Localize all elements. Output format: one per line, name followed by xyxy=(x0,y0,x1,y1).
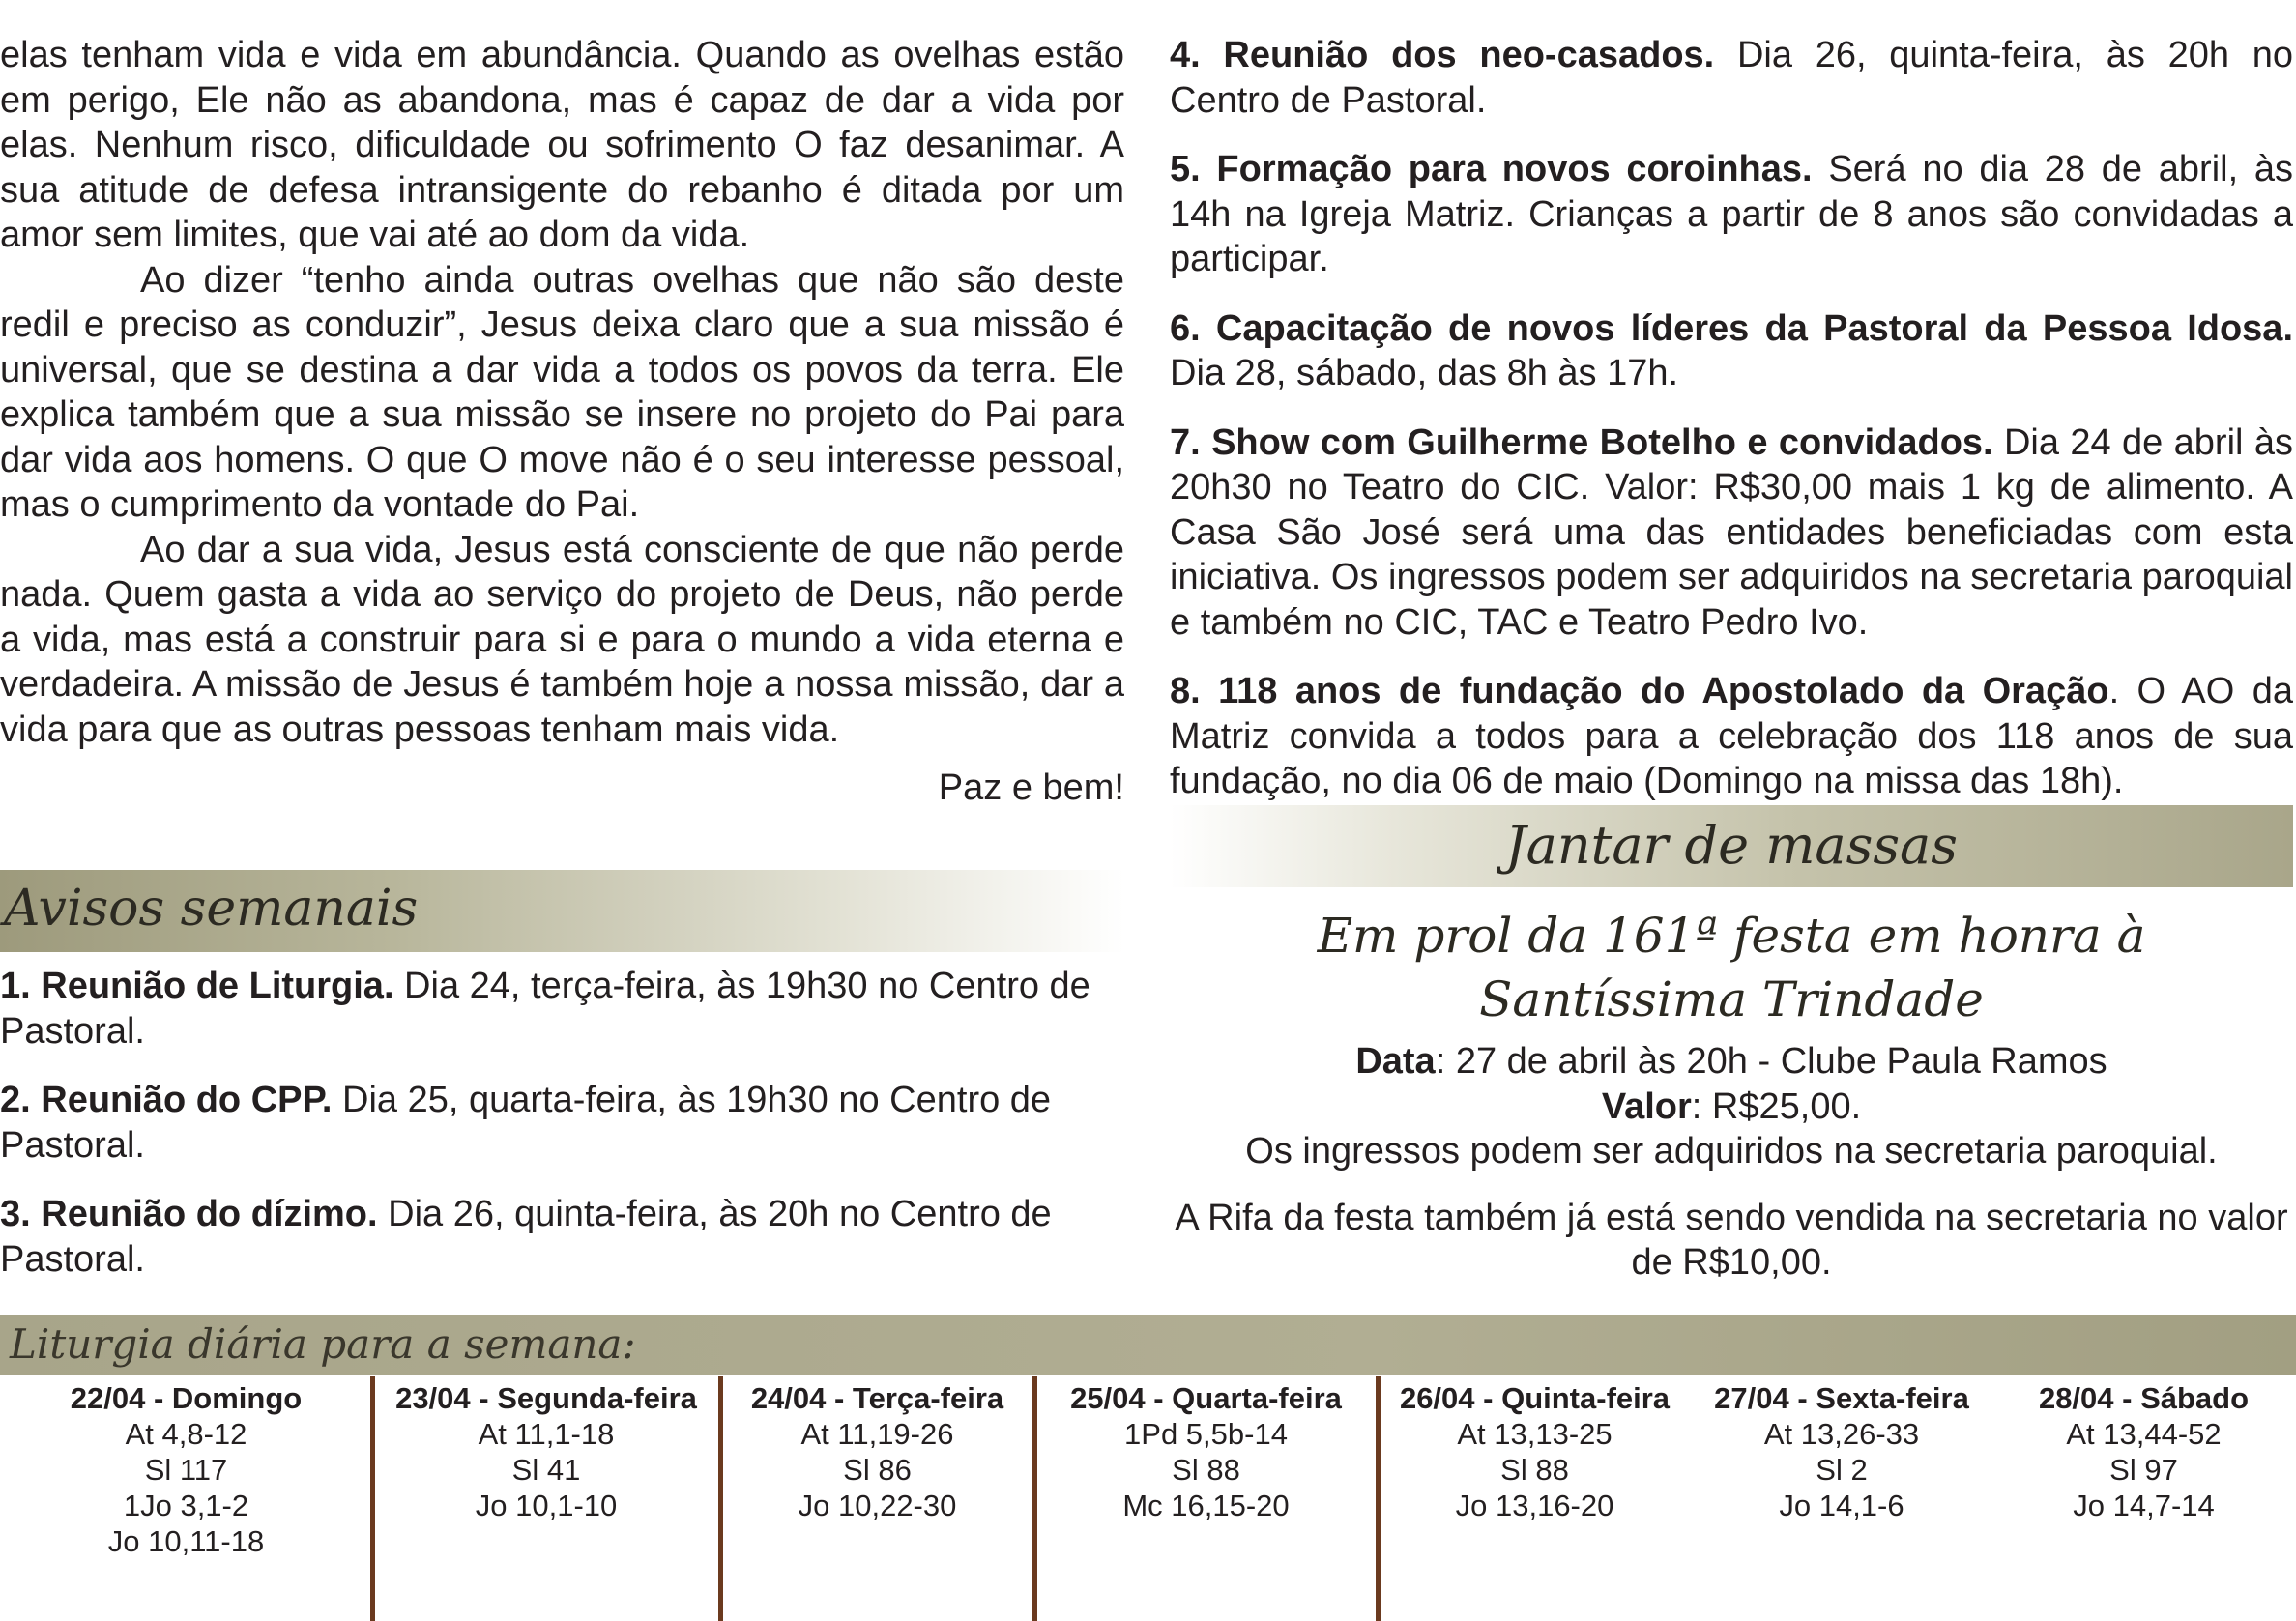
closing-greeting: Paz e bem! xyxy=(938,767,1124,808)
liturgia-day-thursday xyxy=(1378,1376,1692,1621)
day-header: 26/04 - Quinta-feira xyxy=(1399,1381,1671,1415)
reading: Jo 10,22-30 xyxy=(798,1489,957,1522)
liturgia-banner xyxy=(0,1315,2296,1375)
column-divider xyxy=(1376,1376,1381,1621)
reading: At 11,1-18 xyxy=(478,1417,615,1451)
day-header: 23/04 - Segunda-feira xyxy=(395,1381,697,1415)
aviso-item: 5. Formação para novos coroinhas. Será no dia 28 de abril, às 14h na Igreja Matriz. Crianças a partir de 8 anos são convidadas a participar. xyxy=(1170,149,2294,279)
reading: Sl 88 xyxy=(1500,1453,1569,1487)
aviso-item: 2. Reunião do CPP. Dia 25, quarta-feira, às 19h30 no Centro de Pastoral. xyxy=(0,1080,1052,1166)
reading: At 4,8-12 xyxy=(125,1417,247,1451)
reading: At 11,19-26 xyxy=(800,1417,954,1451)
jantar-date: Data: 27 de abril às 20h - Clube Paula Ramos xyxy=(1355,1041,2107,1082)
reading: Sl 88 xyxy=(1172,1453,1240,1487)
reading: Sl 41 xyxy=(511,1453,581,1487)
reading: Jo 13,16-20 xyxy=(1455,1489,1614,1522)
day-header: 22/04 - Domingo xyxy=(70,1381,303,1415)
liturgia-days xyxy=(0,1376,2296,1621)
liturgia-day-friday xyxy=(1692,1376,1991,1621)
jantar-subtitle xyxy=(1170,904,2293,1031)
reading: Jo 14,1-6 xyxy=(1779,1489,1904,1522)
reading: At 13,26-33 xyxy=(1763,1417,1920,1451)
reading: Sl 2 xyxy=(1816,1453,1868,1487)
reading: 1Jo 3,1-2 xyxy=(123,1489,249,1522)
reading: Mc 16,15-20 xyxy=(1122,1489,1290,1522)
liturgia-day-sunday xyxy=(0,1376,372,1621)
jantar-banner xyxy=(1170,805,2293,887)
reading: Jo 10,11-18 xyxy=(107,1524,265,1558)
reflection-column xyxy=(0,0,1124,811)
day-header: 25/04 - Quarta-feira xyxy=(1070,1381,1342,1415)
jantar-title: Jantar de massas xyxy=(1505,815,1958,876)
liturgia-day-tuesday xyxy=(720,1376,1034,1621)
jantar-details xyxy=(1170,1039,2293,1286)
reading: Sl 117 xyxy=(144,1453,228,1487)
liturgia-day-saturday xyxy=(1991,1376,2296,1621)
reflection-paragraph-2: Ao dizer “tenho ainda outras ovelhas que não são deste redil e preciso as conduzir”, Jesus deixa claro que a sua missão é universal, que se destina a dar vida a todos os povos da terra. Ele explica também que a sua missão se insere no projeto do Pai para dar vida aos homens. O que O move não é o seu interesse pessoal, mas o cumprimento da vontade do Pai. xyxy=(0,259,1124,525)
avisos-banner xyxy=(0,870,1124,952)
avisos-list-left xyxy=(0,964,1124,1306)
reading: At 13,44-52 xyxy=(2066,1417,2222,1451)
avisos-title: Avisos semanais xyxy=(4,880,419,938)
day-header: 24/04 - Terça-feira xyxy=(750,1381,1004,1415)
aviso-item: 6. Capacitação de novos líderes da Pastoral da Pessoa Idosa. Dia 28, sábado, das 8h às 17h. xyxy=(1170,307,2293,393)
day-header: 28/04 - Sábado xyxy=(2038,1381,2250,1415)
reading: Sl 86 xyxy=(843,1453,912,1487)
column-divider xyxy=(370,1376,375,1621)
column-divider xyxy=(718,1376,723,1621)
aviso-item: 8. 118 anos de fundação do Apostolado da Oração. O AO da Matriz convida a todos para a celebração dos 118 anos de sua fundação, no dia 06 de maio (Domingo na missa das 18h). xyxy=(1170,671,2293,801)
jantar-tickets: Os ingressos podem ser adquiridos na secretaria paroquial. xyxy=(1245,1131,2218,1172)
column-divider xyxy=(1032,1376,1037,1621)
aviso-item: 3. Reunião do dízimo. Dia 26, quinta-feira, às 20h no Centro de Pastoral. xyxy=(0,1194,1052,1280)
reading: Jo 14,7-14 xyxy=(2073,1489,2215,1522)
liturgia-day-wednesday xyxy=(1034,1376,1378,1621)
jantar-subtitle-line1: Em prol da 161ª festa em honra à xyxy=(1317,908,2146,964)
liturgia-day-monday xyxy=(372,1376,720,1621)
reading: Jo 10,1-10 xyxy=(475,1489,618,1522)
jantar-raffle: A Rifa da festa também já está sendo vendida na secretaria no valor de R$10,00. xyxy=(1175,1197,2288,1283)
aviso-item: 1. Reunião de Liturgia. Dia 24, terça-feira, às 19h30 no Centro de Pastoral. xyxy=(0,966,1090,1052)
jantar-price: Valor: R$25,00. xyxy=(1601,1085,1862,1127)
aviso-item: 7. Show com Guilherme Botelho e convidados. Dia 24 de abril às 20h30 no Teatro do CIC. Valor: R$30,00 mais 1 kg de alimento. A Casa São José será uma das entidades beneficiadas com esta iniciativa. Os ingressos podem ser adquiridos na secretaria paroquial e também no CIC, TAC e Teatro Pedro Ivo. xyxy=(1170,421,2293,643)
reading: Sl 97 xyxy=(2109,1453,2178,1487)
reading: At 13,13-25 xyxy=(1457,1417,1613,1451)
reading: 1Pd 5,5b-14 xyxy=(1124,1417,1288,1451)
aviso-item: 4. Reunião dos neo-casados. Dia 26, quinta-feira, às 20h no Centro de Pastoral. xyxy=(1170,35,2293,121)
avisos-list-right xyxy=(1170,0,2293,828)
day-header: 27/04 - Sexta-feira xyxy=(1714,1381,1969,1415)
jantar-subtitle-line2: Santíssima Trindade xyxy=(1479,971,1984,1028)
reflection-paragraph-3: Ao dar a sua vida, Jesus está consciente de que não perde nada. Quem gasta a vida ao serviço do projeto de Deus, não perde a vida, mas está a construir para si e para o mundo a vida eterna e verdadeira. A missão de Jesus é também hoje a nossa missão, dar a vida para que as outras pessoas tenham mais vida. xyxy=(0,529,1124,750)
reflection-paragraph-1: elas tenham vida e vida em abundância. Quando as ovelhas estão em perigo, Ele não as abandona, mas é capaz de dar a vida por elas. Nenhum risco, dificuldade ou sofrimento O faz desanimar. A sua atitude de defesa intransigente do rebanho é ditada por um amor sem limites, que vai até ao dom da vida. xyxy=(0,35,1124,255)
liturgia-title: Liturgia diária para a semana: xyxy=(10,1320,636,1368)
